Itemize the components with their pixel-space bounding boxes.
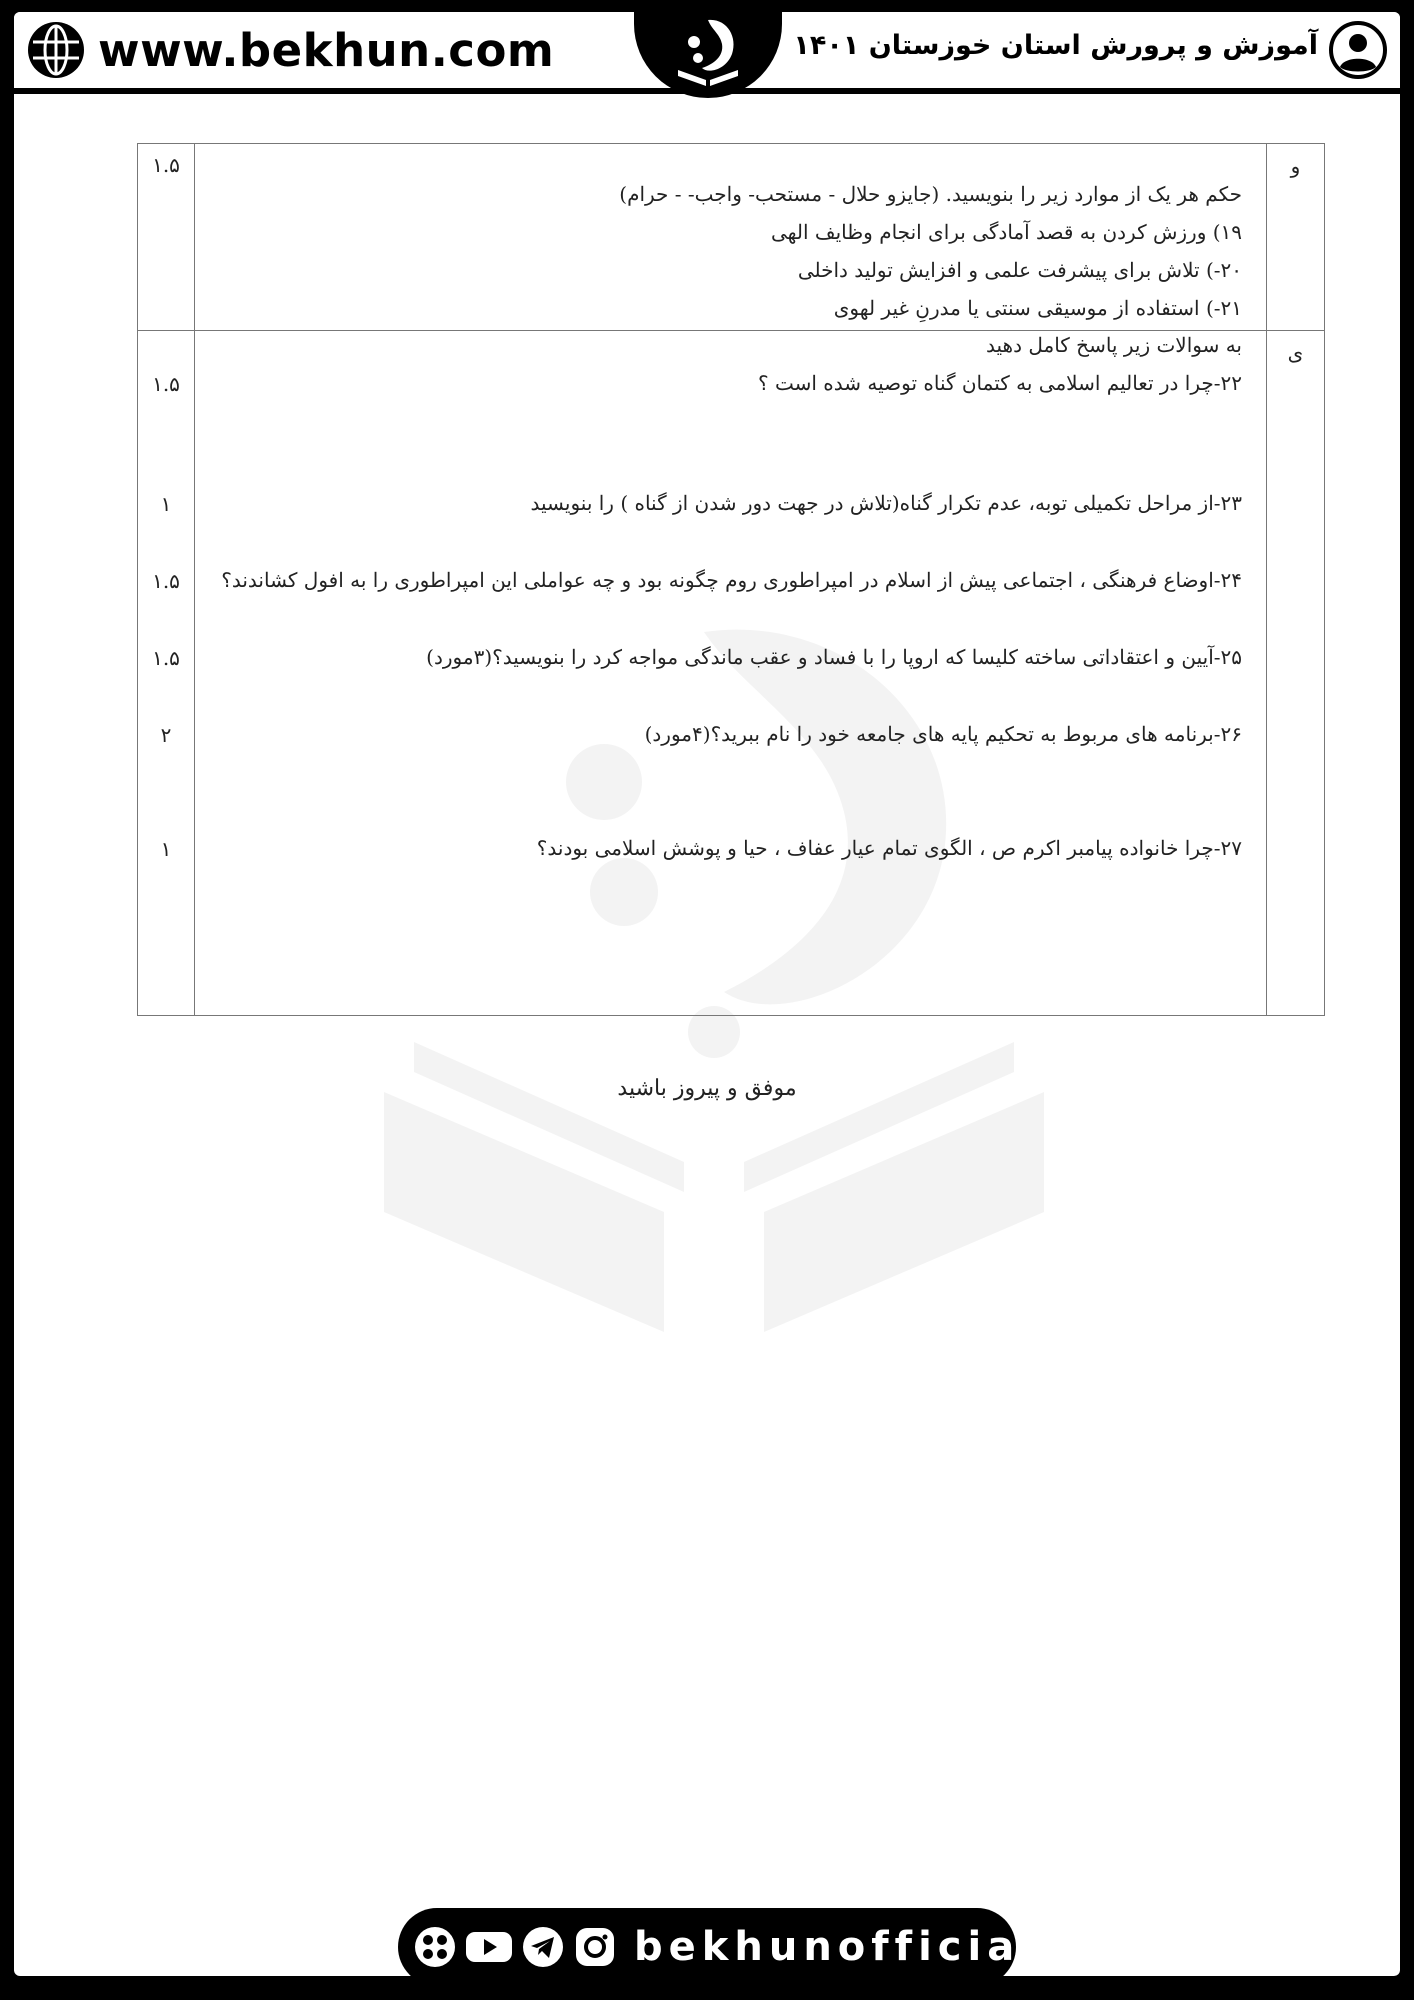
section-intro: به سوالات زیر پاسخ کامل دهید (985, 333, 1242, 357)
brand-logo-icon (668, 12, 748, 92)
question-text: حکم هر یک از موارد زیر را بنویسید. (جایزو حلال - مستحب- واجب- - حرام) (619, 182, 1242, 206)
telegram-icon[interactable] (520, 1924, 566, 1970)
exam-page (14, 12, 1400, 1976)
question-text: ۲۵-آیین و اعتقاداتی ساخته کلیسا که اروپا را با فساد و عقب ماندگی مواجه کرد را بنویسید؟(۳مورد) (426, 645, 1242, 669)
score-cell (138, 144, 195, 331)
question-text: ۲۳-از مراحل تکمیلی توبه، عدم تکرار گناه(تلاش در جهت دور شدن از گناه ) را بنویسید (530, 491, 1242, 515)
section-row-vav (138, 144, 1325, 331)
question-text: ۲۷-چرا خانواده پیامبر اکرم ص ، الگوی تمام عیار عفاف ، حیا و پوشش اسلامی بودند؟ (536, 836, 1242, 860)
score-cell (138, 331, 195, 1016)
user-avatar[interactable] (1328, 20, 1388, 84)
question-score: ۱.۵ (152, 569, 180, 593)
question-score: ۱.۵ (152, 153, 180, 177)
globe-icon (26, 20, 86, 80)
instagram-icon[interactable] (572, 1924, 618, 1970)
closing-message: موفق و پیروز باشید (617, 1076, 797, 1101)
social-icons (412, 1924, 618, 1970)
section-content (195, 331, 1267, 1016)
question-text: ۲۰-) تلاش برای پیشرفت علمی و افزایش تولید داخلی (797, 258, 1242, 282)
question-score: ۱.۵ (152, 372, 180, 396)
website-link[interactable] (26, 20, 554, 80)
section-content (195, 144, 1267, 331)
header-title: آموزش و پرورش استان خوزستان ۱۴۰۱ (793, 30, 1318, 61)
section-letter: و (1267, 144, 1325, 331)
user-icon (1328, 20, 1388, 80)
youtube-icon[interactable] (464, 1924, 514, 1970)
question-text: ۲۲-چرا در تعالیم اسلامی به کتمان گناه توصیه شده است ؟ (758, 371, 1242, 395)
aparat-icon[interactable] (412, 1924, 458, 1970)
question-text: ۲۶-برنامه های مربوط به تحکیم پایه های جامعه خود را نام ببرید؟(۴مورد) (644, 722, 1242, 746)
question-score: ۲ (160, 723, 172, 747)
question-text: ۲۱-) استفاده از موسیقی سنتی یا مدرنِ غیر لهوی (833, 296, 1242, 320)
section-letter: ی (1267, 331, 1325, 1016)
section-row-ye (138, 331, 1325, 1016)
website-url: www.bekhun.com (98, 23, 555, 77)
header-bar (14, 12, 1400, 94)
question-score: ۱ (160, 837, 172, 861)
question-score: ۱.۵ (152, 646, 180, 670)
question-score: ۱ (160, 492, 172, 516)
question-text: ۲۴-اوضاع فرهنگی ، اجتماعی پیش از اسلام در امپراطوری روم چگونه بود و چه عواملی این امپراطوری را به افول کشاندند؟ (221, 568, 1242, 592)
brand-logo (634, 12, 782, 98)
question-text: ۱۹) ورزش کردن به قصد آمادگی برای انجام وظایف الهی (771, 220, 1242, 244)
exam-table (137, 143, 1325, 1016)
social-handle: bekhunofficial (634, 1924, 1040, 1970)
social-bar[interactable] (398, 1908, 1040, 1976)
